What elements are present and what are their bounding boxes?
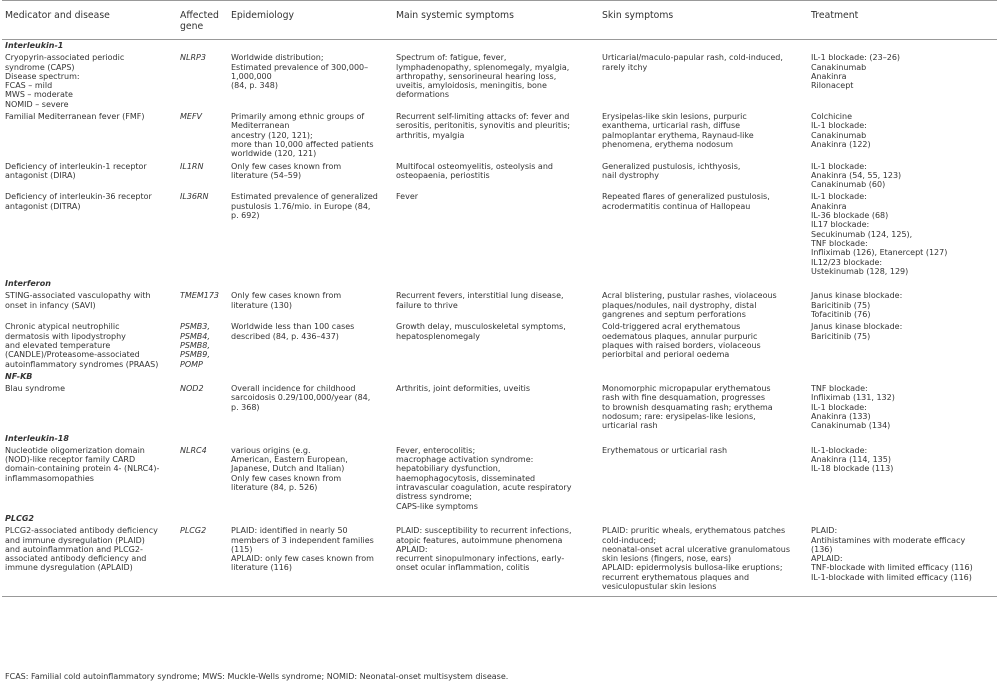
cell-line: plaques/nodules, nail dystrophy, distal [602,300,757,310]
disease-cell [2,321,177,370]
gene-cell [177,321,228,370]
cell-line: Tofacitinib (76) [811,310,871,320]
cell-line: (CANDLE)/Proteasome-associated [5,350,140,360]
cell-line: APLAID: [811,554,843,564]
skin-symptoms-cell [599,445,808,513]
cell-line: gangrenes and septum perforations [602,310,746,320]
group-row [2,433,997,445]
cell-line: Only few cases known from [231,291,342,301]
cell-line: recurrent erythematous plaques and [602,572,750,582]
cell-line: STING-associated vasculopathy with [5,291,151,301]
cell-line: atopic features, autoimmune phenomena [396,535,563,545]
cell-line: sarcoidosis 0.29/100,000/year (84, [231,393,371,403]
syndromes-table [2,0,997,597]
disease-cell [2,290,177,321]
cell-line: Disease spectrum: [5,71,80,81]
skin-symptoms-cell [599,111,808,160]
gene-cell [177,445,228,513]
header-affected-gene-text: Affected gene [180,10,219,32]
group-row [2,371,997,383]
skin-symptoms-cell [599,290,808,321]
treatment-cell [808,525,997,597]
cell-line: onset in infancy (SAVI) [5,300,96,310]
cell-line: inflammasomopathies [5,473,94,483]
cell-line: associated antibody deficiency and [5,554,147,564]
cell-line: IL-1 blockade: [811,402,867,412]
cell-line: IL-1 blockade: [811,192,867,202]
cell-line: CAPS-like symptoms [396,501,478,511]
table-row [2,321,997,370]
disease-cell [2,111,177,160]
cell-line: Secukinumab (124, 125), [811,229,913,239]
skin-symptoms-cell [599,321,808,370]
cell-line: lymphadenopathy, splenomegaly, myalgia, [396,62,570,72]
cell-line: uveitis, amyloidosis, meningitis, bone [396,81,547,91]
cell-line: IL-1 blockade: (23–26) [811,53,901,63]
cell-line: Arthritis, joint deformities, uveitis [396,384,531,394]
cell-line: Anakinra (133) [811,411,871,421]
cell-line: NOD2 [180,384,204,394]
treatment-cell [808,191,997,278]
cell-line: Primarily among ethnic groups of [231,112,365,122]
cell-line: PLAID: susceptibility to recurrent infections, [396,526,572,536]
cell-line: Spectrum of: fatigue, fever, [396,53,507,63]
cell-line: Mediterranean [231,121,290,131]
cell-line: IL-1-blockade with limited efficacy (116) [811,572,972,582]
header-skin-symptoms: Skin symptoms [599,1,808,40]
cell-line: antagonist (DITRA) [5,201,81,211]
cell-line: Ustekinumab (128, 129) [811,266,909,276]
cell-line: Generalized pustulosis, ichthyosis, [602,161,741,171]
cell-line: NLRP3 [180,53,206,63]
cell-line: IL-18 blockade (113) [811,464,894,474]
cell-line: Janus kinase blockade: [811,291,903,301]
footnote: FCAS: Familial cold autoinflammatory syndrome; MWS: Muckle-Wells syndrome; NOMID: Neonatal-onset multisystem disease. [5,672,509,681]
epidemiology-cell [228,111,393,160]
table-body [2,40,997,597]
cell-line: Only few cases known from [231,161,342,171]
systemic-symptoms-cell [393,445,599,513]
treatment-cell [808,383,997,432]
table-row [2,52,997,111]
cell-line: Canakinumab [811,130,867,140]
epidemiology-cell [228,161,393,192]
epidemiology-cell [228,52,393,111]
cell-line: Chronic atypical neutrophilic [5,322,120,332]
gene-cell [177,290,228,321]
cell-line: worldwide (120, 121) [231,149,317,159]
cell-line: Blau syndrome [5,384,65,394]
cell-line: POMP [180,359,203,369]
cell-line: IL1RN [180,161,204,171]
cell-line: PLAID: [811,526,838,536]
cell-line: Anakinra [811,71,847,81]
gene-cell [177,111,228,160]
group-title: PLCG2 [5,513,34,523]
cell-line: and elevated temperature [5,340,111,350]
cell-line: PSMB4, [180,331,210,341]
table-row [2,383,997,432]
group-row [2,40,997,53]
cell-line: antagonist (DIRA) [5,170,76,180]
cell-line: vesiculopustular skin lesions [602,582,717,592]
group-row [2,278,997,290]
cell-line: Worldwide less than 100 cases [231,322,355,332]
systemic-symptoms-cell [393,383,599,432]
systemic-symptoms-cell [393,111,599,160]
cell-line: PSMB8, [180,340,210,350]
cell-line: phenomena, erythema nodosum [602,139,734,149]
cell-line: TMEM173 [180,291,220,301]
disease-cell [2,383,177,432]
cell-line: IL-36 blockade (68) [811,211,889,221]
cell-line: Recurrent fevers, interstitial lung disease, [396,291,564,301]
table-row [2,111,997,160]
group-title: NF-KB [5,371,33,381]
cell-line: Recurrent self-limiting attacks of: fever and [396,112,570,122]
epidemiology-cell [228,445,393,513]
cell-line: NLRC4 [180,445,207,455]
cell-line: Cryopyrin-associated periodic [5,53,125,63]
gene-cell [177,161,228,192]
cell-line: literature (54–59) [231,170,302,180]
cell-line: PLAID: identified in nearly 50 [231,526,348,536]
cell-line: osteopaenia, periostitis [396,170,490,180]
cell-line: literature (84, p. 526) [231,483,318,493]
cell-line: urticarial rash [602,421,658,431]
cell-line: Anakinra (114, 135) [811,455,891,465]
cell-line: Infliximab (126), Etanercept (127) [811,248,948,258]
cell-line: Urticarial/maculo-papular rash, cold-induced, [602,53,783,63]
table-row [2,191,997,278]
cell-line: Only few cases known from [231,473,342,483]
treatment-cell [808,52,997,111]
cell-line: MWS – moderate [5,90,73,100]
cell-line: immune dysregulation (APLAID) [5,563,133,573]
cell-line: Japanese, Dutch and Italian) [231,464,345,474]
cell-line: IL-1-blockade: [811,445,868,455]
cell-line: Baricitinib (75) [811,331,871,341]
gene-cell [177,383,228,432]
gene-cell [177,191,228,278]
systemic-symptoms-cell [393,52,599,111]
cell-line: to brownish desquamating rash; erythema [602,402,773,412]
cell-line: skin lesions (fingers, nose, ears) [602,554,732,564]
skin-symptoms-cell [599,161,808,192]
header-row [2,1,997,40]
cell-line: FCAS – mild [5,81,53,91]
cell-line: Erythematous or urticarial rash [602,445,728,455]
cell-line: APLAID: epidermolysis bullosa-like eruptions; [602,563,783,573]
cell-line: periorbital and perioral oedema [602,350,730,360]
cell-line: TNF blockade: [811,238,868,248]
cell-line: pustulosis 1.76/mio. in Europe (84, [231,201,371,211]
cell-line: macrophage activation syndrome: [396,455,534,465]
table-row [2,445,997,513]
cell-line: Acral blistering, pustular rashes, violaceous [602,291,777,301]
cell-line: dermatosis with lipodystrophy [5,331,126,341]
cell-line: Deficiency of interleukin-1 receptor [5,161,147,171]
cell-line: IL12/23 blockade: [811,257,883,267]
cell-line: Nucleotide oligomerization domain [5,445,145,455]
cell-line: Monomorphic micropapular erythematous [602,384,771,394]
cell-line: Overall incidence for childhood [231,384,356,394]
cell-line: literature (130) [231,300,292,310]
cell-line: deformations [396,90,450,100]
cell-line: Anakinra (54, 55, 123) [811,170,902,180]
header-medicator-disease: Medicator and disease [2,1,177,40]
skin-symptoms-cell [599,383,808,432]
systemic-symptoms-cell [393,290,599,321]
treatment-cell [808,445,997,513]
epidemiology-cell [228,525,393,597]
cell-line: intravascular coagulation, acute respiratory [396,483,572,493]
table-row [2,161,997,192]
cell-line: Erysipelas-like skin lesions, purpuric [602,112,747,122]
cell-line: rarely itchy [602,62,648,72]
cell-line: syndrome (CAPS) [5,62,75,72]
cell-line: PLAID: pruritic wheals, erythematous patches [602,526,786,536]
disease-cell [2,525,177,597]
treatment-cell [808,321,997,370]
cell-line: APLAID: [396,544,428,554]
disease-cell [2,191,177,278]
cell-line: Anakinra [811,201,847,211]
cell-line: plaques with raised borders, violaceous [602,340,761,350]
cell-line: ancestry (120, 121); [231,130,313,140]
cell-line: autoinflammatory syndromes (PRAAS) [5,359,159,369]
cell-line: exanthema, urticarial rash, diffuse [602,121,741,131]
cell-line: Janus kinase blockade: [811,322,903,332]
cell-line: oedematous plaques, annular purpuric [602,331,758,341]
cell-line: cold-induced; [602,535,657,545]
skin-symptoms-cell [599,52,808,111]
cell-line: Growth delay, musculoskeletal symptoms, [396,322,566,332]
group-row [2,513,997,525]
skin-symptoms-cell [599,191,808,278]
header-affected-gene [177,1,228,40]
header-systemic-symptoms: Main systemic symptoms [393,1,599,40]
cell-line: (NOD)-like receptor family CARD [5,455,136,465]
disease-cell [2,161,177,192]
cell-line: hepatosplenomegaly [396,331,481,341]
treatment-cell [808,111,997,160]
cell-line: (115) [231,544,253,554]
cell-line: TNF-blockade with limited efficacy (116) [811,563,973,573]
systemic-symptoms-cell [393,161,599,192]
epidemiology-cell [228,383,393,432]
cell-line: and autoinflammation and PLCG2- [5,544,143,554]
cell-line: PLCG2 [180,526,207,536]
cell-line: Repeated flares of generalized pustulosis, [602,192,770,202]
cell-line: recurrent sinopulmonary infections, early- [396,554,565,564]
systemic-symptoms-cell [393,191,599,278]
treatment-cell [808,161,997,192]
cell-line: rash with fine desquamation, progresses [602,393,766,403]
cell-line: Multifocal osteomyelitis, osteolysis and [396,161,553,171]
cell-line: Deficiency of interleukin-36 receptor [5,192,152,202]
cell-line: Baricitinib (75) [811,300,871,310]
cell-line: APLAID: only few cases known from [231,554,374,564]
cell-line: NOMID – severe [5,99,69,109]
disease-cell [2,445,177,513]
cell-line: distress syndrome; [396,492,472,502]
cell-line: Fever, enterocolitis; [396,445,476,455]
cell-line: members of 3 independent families [231,535,374,545]
cell-line: described (84, p. 436–437) [231,331,339,341]
treatment-cell [808,290,997,321]
cell-line: IL36RN [180,192,209,202]
cell-line: Cold-triggered acral erythematous [602,322,741,332]
epidemiology-cell [228,290,393,321]
epidemiology-cell [228,321,393,370]
cell-line: Worldwide distribution; [231,53,324,63]
cell-line: neonatal-onset acral ulcerative granulomatous [602,544,791,554]
cell-line: p. 368) [231,402,260,412]
systemic-symptoms-cell [393,525,599,597]
cell-line: PSMB3, [180,322,210,332]
cell-line: Fever [396,192,419,202]
cell-line: Familial Mediterranean fever (FMF) [5,112,145,122]
cell-line: TNF blockade: [811,384,868,394]
table-row [2,290,997,321]
gene-cell [177,52,228,111]
cell-line: Antihistamines with moderate efficacy [811,535,966,545]
cell-line: domain-containing protein 4- (NLRC4)- [5,464,160,474]
cell-line: Canakinumab (134) [811,421,891,431]
cell-line: Anakinra (122) [811,139,871,149]
cell-line: Estimated prevalence of generalized [231,192,378,202]
skin-symptoms-cell [599,525,808,597]
disease-cell [2,52,177,111]
group-title: Interleukin-1 [5,41,64,50]
header-treatment: Treatment [808,1,997,40]
cell-line: IL-1 blockade: [811,161,867,171]
cell-line: haemophagocytosis, disseminated [396,473,536,483]
cell-line: various origins (e.g. [231,445,311,455]
cell-line: literature (116) [231,563,292,573]
cell-line: serositis, peritonitis, synovitis and pleuritis; [396,121,571,131]
cell-line: arthritis, myalgia [396,130,465,140]
cell-line: Rilonacept [811,81,854,91]
cell-line: Colchicine [811,112,853,122]
cell-line: American, Eastern European, [231,455,348,465]
cell-line: more than 10,000 affected patients [231,139,374,149]
cell-line: and immune dysregulation (PLAID) [5,535,145,545]
group-title: Interleukin-18 [5,433,69,443]
cell-line: Canakinumab [811,62,867,72]
cell-line: palmoplantar erythema, Raynaud-like [602,130,754,140]
cell-line: arthropathy, sensorineural hearing loss, [396,71,557,81]
cell-line: onset ocular inflammation, colitis [396,563,530,573]
cell-line: (136) [811,544,833,554]
header-epidemiology: Epidemiology [228,1,393,40]
cell-line: acrodermatitis continua of Hallopeau [602,201,751,211]
table-row [2,525,997,597]
cell-line: Canakinumab (60) [811,180,886,190]
cell-line: PSMB9, [180,350,210,360]
group-title: Interferon [5,279,51,289]
cell-line: MEFV [180,112,203,122]
cell-line: nail dystrophy [602,170,659,180]
cell-line: 1,000,000 [231,71,272,81]
cell-line: hepatobiliary dysfunction, [396,464,501,474]
cell-line: failure to thrive [396,300,458,310]
cell-line: IL-1 blockade: [811,121,867,131]
cell-line: nodosum; rare: erysipelas-like lesions, [602,411,756,421]
cell-line: p. 692) [231,211,260,221]
gene-cell [177,525,228,597]
systemic-symptoms-cell [393,321,599,370]
cell-line: (84, p. 348) [231,81,278,91]
cell-line: Estimated prevalence of 300,000– [231,62,369,72]
cell-line: IL17 blockade: [811,220,870,230]
cell-line: PLCG2-associated antibody deficiency [5,526,158,536]
epidemiology-cell [228,191,393,278]
cell-line: Infliximab (131, 132) [811,393,895,403]
